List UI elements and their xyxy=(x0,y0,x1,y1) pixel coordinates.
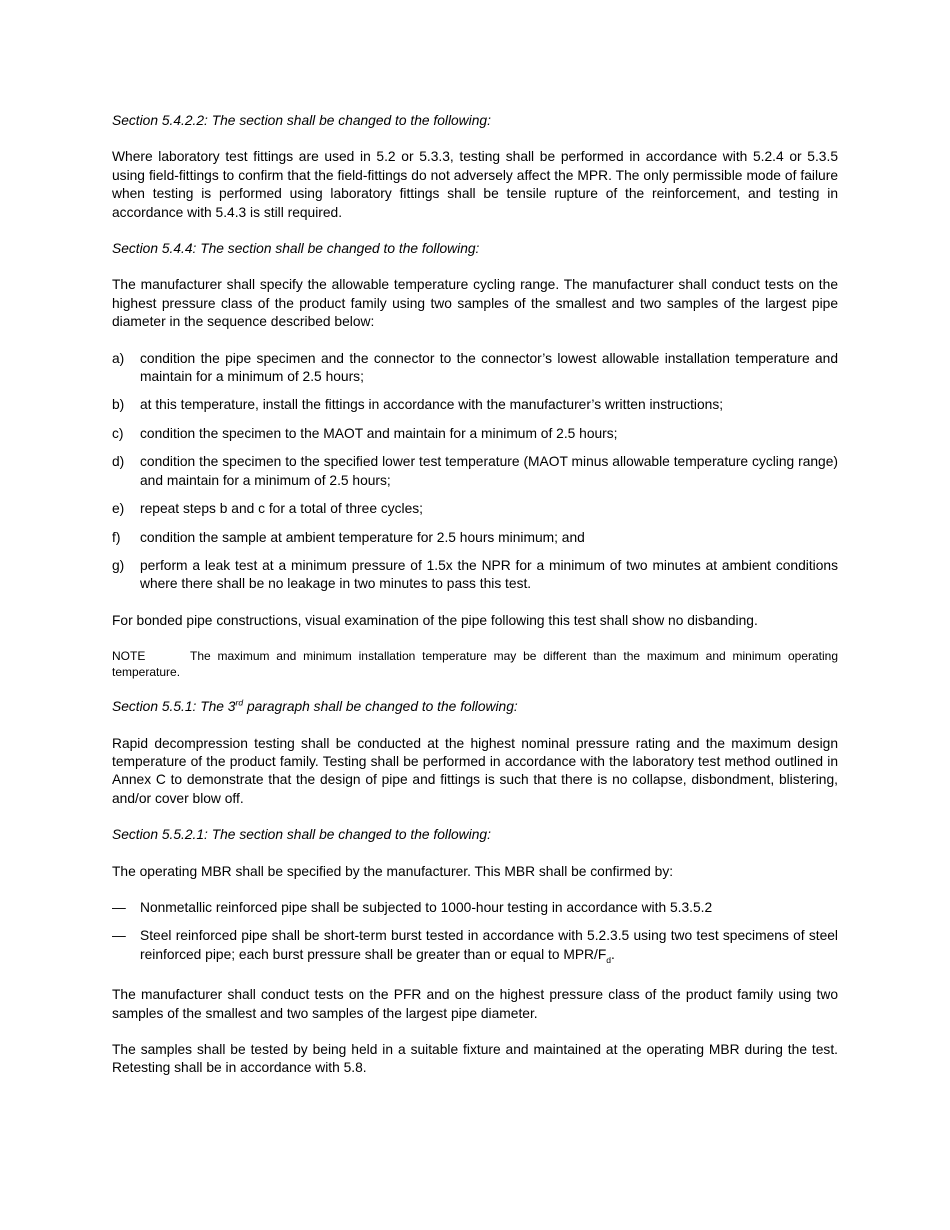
lettered-list xyxy=(112,350,838,594)
list-marker: c) xyxy=(112,425,124,441)
paragraph-5-5-1: Rapid decompression testing shall be conducted at the highest nominal pressure rating and the maximum design temperature of the product family. Testing shall be performed in accordance with the laboratory test method outlined in Annex C to demonstrate that the design of pipe and fittings is such that there is no collapse, disbondment, blistering, and/or cover blow off. xyxy=(112,735,838,806)
ordinal-superscript: rd xyxy=(235,697,244,708)
paragraph-samples-fixture: The samples shall be tested by being held in a suitable fixture and maintained at the operating MBR during the test. Retesting shall be in accordance with 5.8. xyxy=(112,1042,838,1076)
note-text: The maximum and minimum installation temperature may be different than the maximum and minimum operating temperature. xyxy=(112,649,838,680)
heading-text-post: paragraph shall be changed to the following: xyxy=(243,699,518,715)
list-marker: e) xyxy=(112,501,125,517)
section-heading-5-5-2-1: Section 5.5.2.1: The section shall be changed to the following: xyxy=(112,827,491,843)
list-marker: g) xyxy=(112,557,125,573)
list-item-a xyxy=(112,350,838,387)
dash-list xyxy=(112,899,838,964)
paragraph-5-4-4-intro: The manufacturer shall specify the allowable temperature cycling range. The manufacturer shall conduct tests on the highest pressure class of the product family using two samples of the smallest and two samples of the largest pipe diameter in the sequence described below: xyxy=(112,277,838,330)
dash-marker: — xyxy=(112,928,126,944)
dash-item-steel xyxy=(112,927,838,964)
f-d-subscript: d xyxy=(606,954,612,965)
list-item-text: condition the specimen to the MAOT and maintain for a minimum of 2.5 hours; xyxy=(140,425,618,441)
paragraph-bonded-pipe: For bonded pipe constructions, visual examination of the pipe following this test shall show no disbanding. xyxy=(112,612,758,628)
list-item-text: condition the specimen to the specified lower test temperature (MAOT minus allowable temperature cycling range) and maintain for a minimum of 2.5 hours; xyxy=(140,454,838,488)
list-item-f xyxy=(112,529,838,547)
list-item-c xyxy=(112,425,838,443)
list-marker: b) xyxy=(112,397,125,413)
list-marker: d) xyxy=(112,454,125,470)
list-item-text: at this temperature, install the fittings in accordance with the manufacturer’s written instructions; xyxy=(140,397,724,413)
dash-item-nonmetallic xyxy=(112,899,838,917)
list-item-text: Nonmetallic reinforced pipe shall be subjected to 1000-hour testing in accordance with 5.3.5.2 xyxy=(140,899,713,915)
heading-text-pre: Section 5.5.1: The 3 xyxy=(112,699,236,715)
paragraph-pfr-tests: The manufacturer shall conduct tests on the PFR and on the highest pressure class of the product family using two samples of the smallest and two samples of the largest pipe diameter. xyxy=(112,987,838,1021)
list-item-e xyxy=(112,500,838,518)
list-marker: f) xyxy=(112,529,121,545)
list-item-text xyxy=(140,927,838,964)
note-label: NOTE xyxy=(112,649,146,664)
list-item-text: condition the sample at ambient temperature for 2.5 hours minimum; and xyxy=(140,529,585,545)
section-heading-5-4-2-2: Section 5.4.2.2: The section shall be changed to the following: xyxy=(112,113,491,128)
list-item-text: condition the pipe specimen and the connector to the connector’s lowest allowable installation temperature and maintain for a minimum of 2.5 hours; xyxy=(140,350,838,385)
list-item-text: repeat steps b and c for a total of three cycles; xyxy=(140,501,423,517)
section-heading-5-5-1 xyxy=(112,698,838,716)
list-item-g xyxy=(112,557,838,594)
list-item-d xyxy=(112,453,838,490)
section-heading-5-4-4: Section 5.4.4: The section shall be changed to the following: xyxy=(112,241,480,257)
paragraph-5-4-2-2: Where laboratory test fittings are used in 5.2 or 5.3.3, testing shall be performed in accordance with 5.2.4 or 5.3.5 using field-fittings to confirm that the field-fittings do not adversely affect the MPR. The only permissible mode of failure when testing is performed using laboratory fittings shall be tensile rupture of the reinforcement, and testing in accordance with 5.4.3 is still required. xyxy=(112,149,838,220)
item-text-pre: Steel reinforced pipe shall be short-term burst tested in accordance with 5.2.3.5 using two test specimens of steel reinforced pipe; each burst pressure shall be greater than or equal to MPR/F xyxy=(140,928,838,962)
item-text-post: . xyxy=(611,946,615,962)
list-marker: a) xyxy=(112,350,125,366)
note-paragraph xyxy=(112,648,838,680)
list-item-b xyxy=(112,396,838,414)
list-item-text: perform a leak test at a minimum pressure of 1.5x the NPR for a minimum of two minutes at ambient conditions where there shall be no leakage in two minutes to pass this test. xyxy=(140,557,838,592)
paragraph-5-5-2-1-intro: The operating MBR shall be specified by the manufacturer. This MBR shall be confirmed by: xyxy=(112,863,674,879)
dash-marker: — xyxy=(112,899,126,915)
